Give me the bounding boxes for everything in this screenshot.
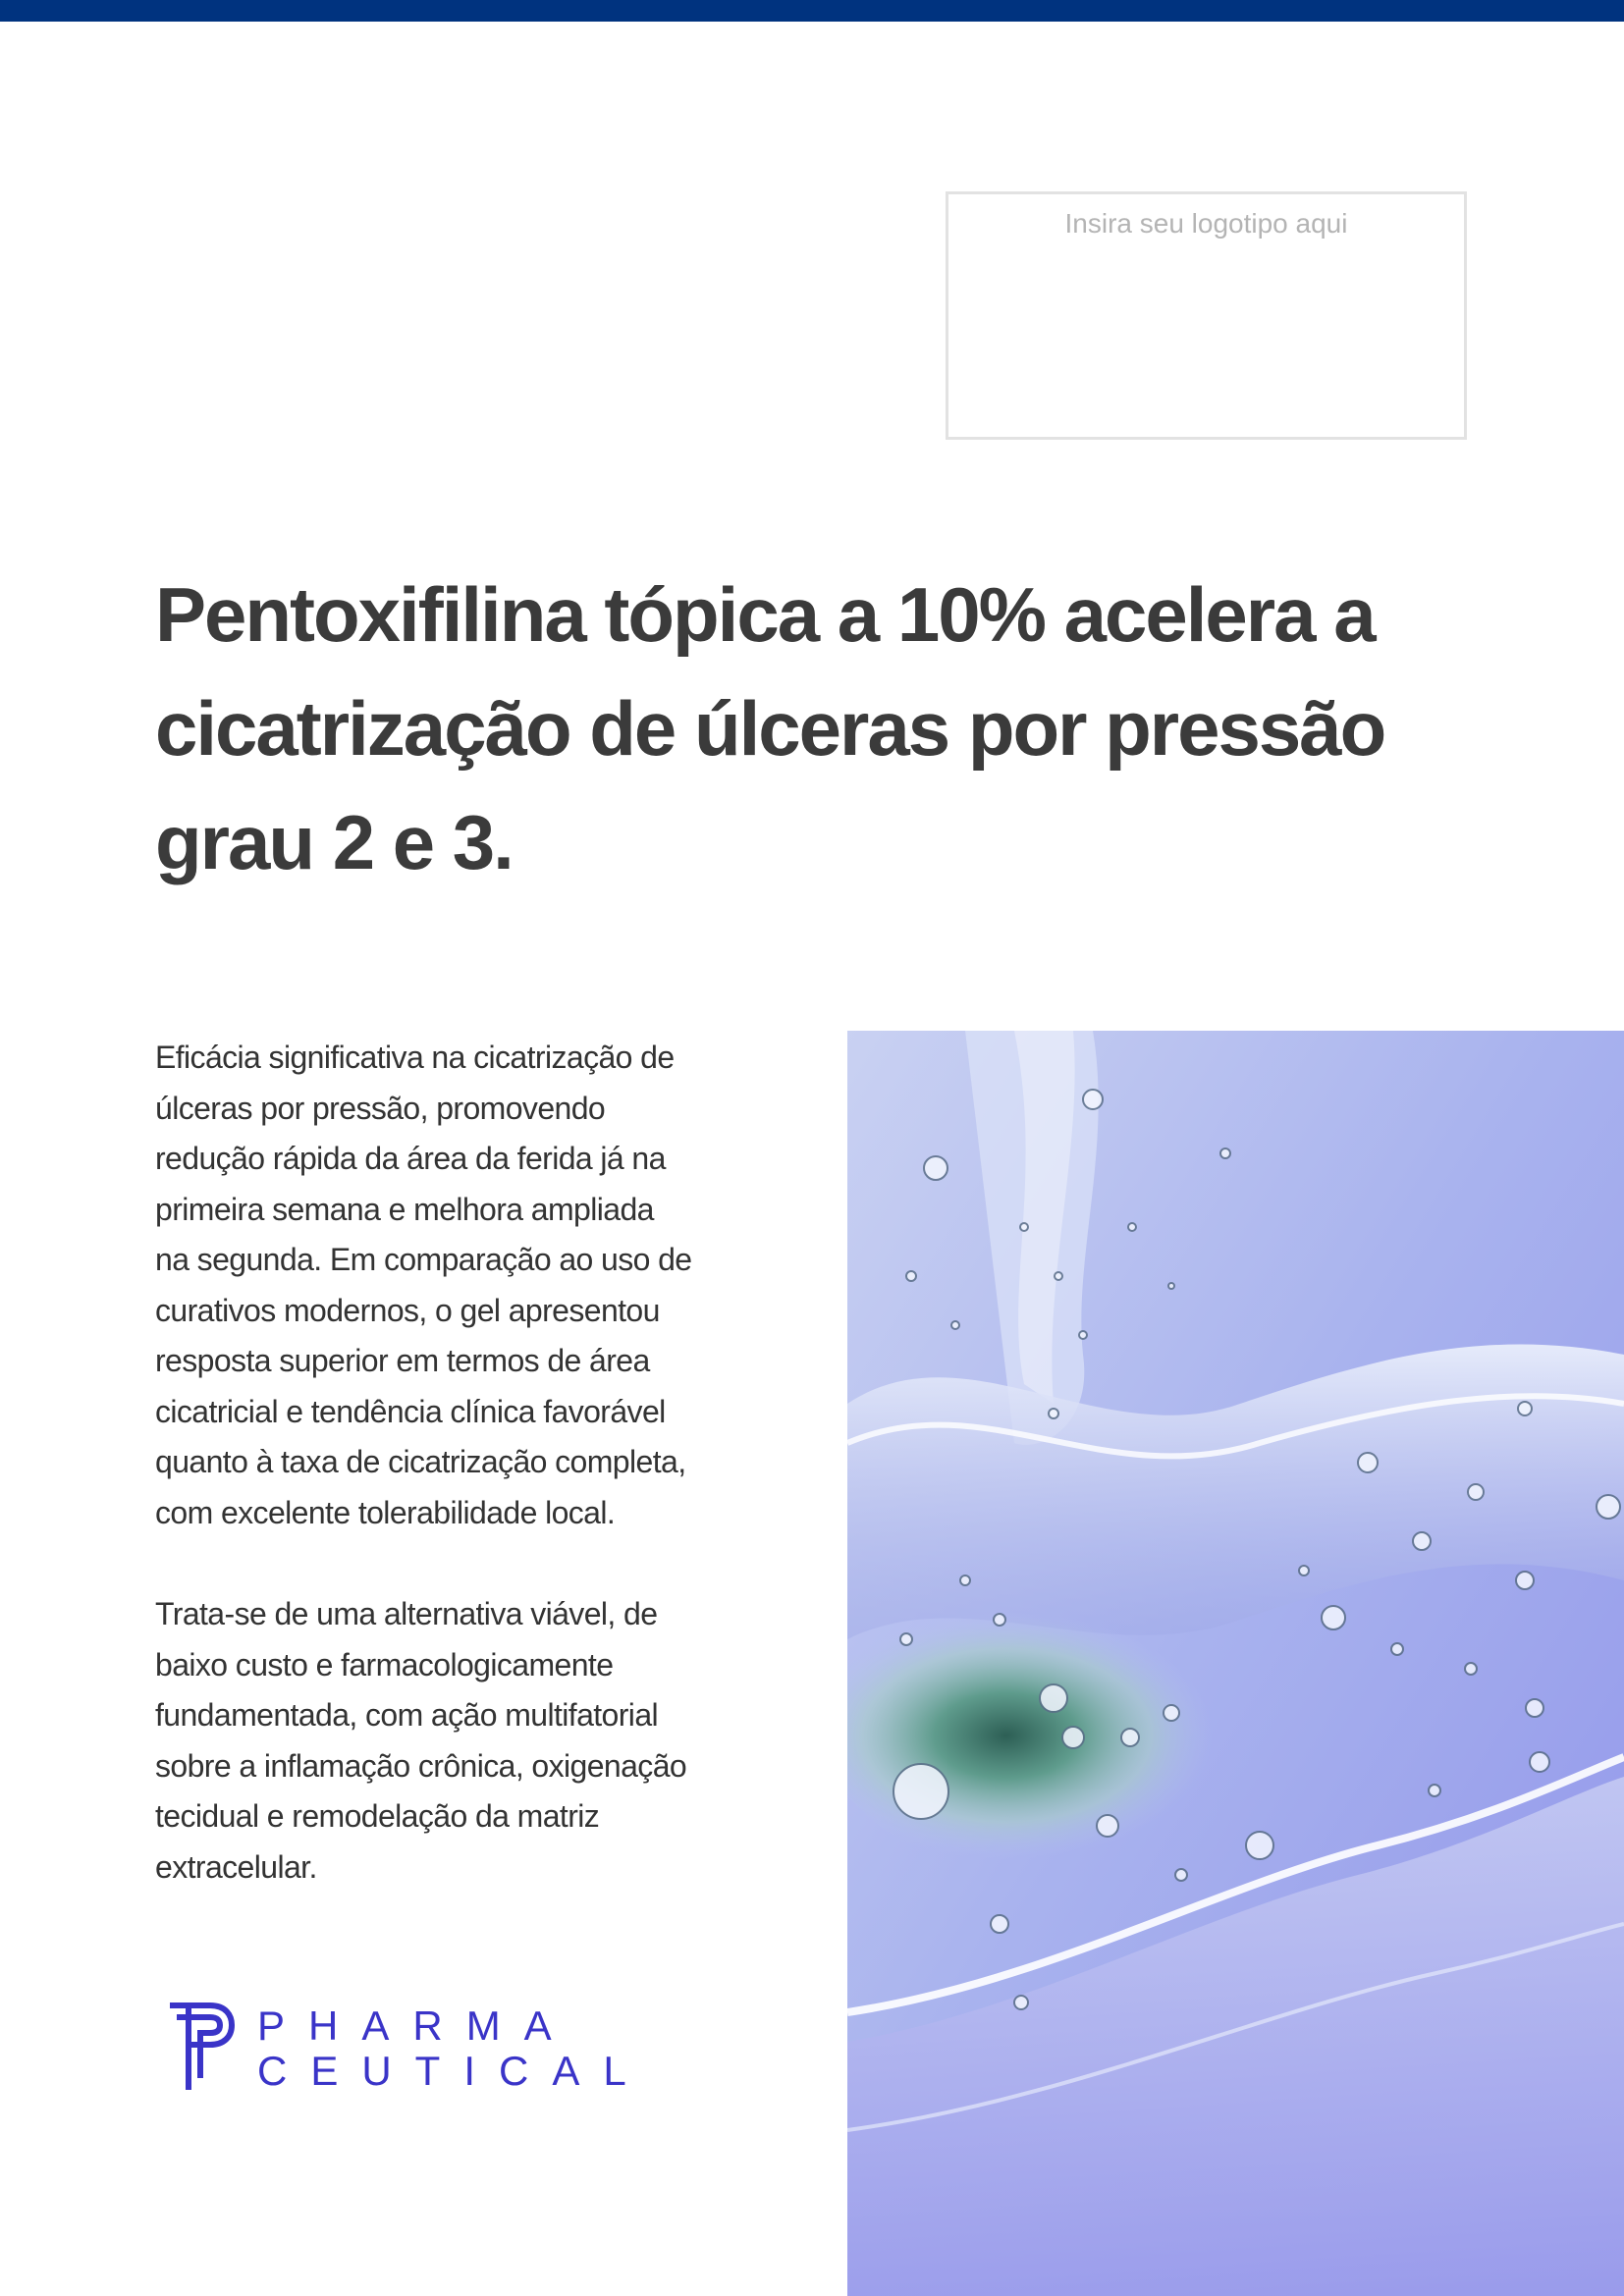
- title-line: grau 2 e 3.: [155, 799, 513, 885]
- text-line: sobre a inflamação crônica, oxigenação: [155, 1747, 687, 1784]
- text-line: fundamentada, com ação multifatorial: [155, 1697, 659, 1733]
- text-line: com excelente tolerabilidade local.: [155, 1494, 616, 1530]
- text-line: baixo custo e farmacologicamente: [155, 1646, 614, 1682]
- top-accent-bar: [0, 0, 1624, 22]
- text-line: curativos modernos, o gel apresentou: [155, 1292, 660, 1328]
- text-line: extracelular.: [155, 1848, 317, 1885]
- logo-placeholder-text: Insira seu logotipo aqui: [1064, 208, 1348, 239]
- paragraph-alternative: [155, 1589, 744, 1893]
- text-line: resposta superior em termos de área: [155, 1343, 650, 1378]
- brand-wordmark-line1: PHARMA: [257, 2002, 575, 2049]
- text-line: Eficácia significativa na cicatrização de: [155, 1040, 675, 1075]
- body-text: [155, 1033, 744, 1893]
- pharma-monogram-icon: [167, 2000, 236, 2093]
- page-title: [155, 558, 1432, 899]
- gel-photo: [847, 1031, 1624, 2296]
- text-line: redução rápida da área da ferida já na: [155, 1141, 666, 1176]
- text-line: úlceras por pressão, promovendo: [155, 1090, 606, 1126]
- text-line: primeira semana e melhora ampliada: [155, 1191, 654, 1227]
- text-line: tecidual e remodelação da matriz: [155, 1798, 600, 1834]
- title-line: Pentoxifilina tópica a 10% acelera a: [155, 571, 1375, 658]
- logo-placeholder-box[interactable]: [946, 191, 1467, 440]
- text-line: na segunda. Em comparação ao uso de: [155, 1242, 692, 1277]
- title-line: cicatrização de úlceras por pressão: [155, 685, 1385, 772]
- text-line: quanto à taxa de cicatrização completa,: [155, 1444, 686, 1479]
- text-line: Trata-se de uma alternativa viável, de: [155, 1596, 658, 1631]
- paragraph-efficacy: [155, 1033, 744, 1538]
- brand-wordmark-line2: CEUTICAL: [257, 2048, 650, 2094]
- brand-logo: [167, 2000, 650, 2094]
- text-line: cicatricial e tendência clínica favorável: [155, 1393, 666, 1429]
